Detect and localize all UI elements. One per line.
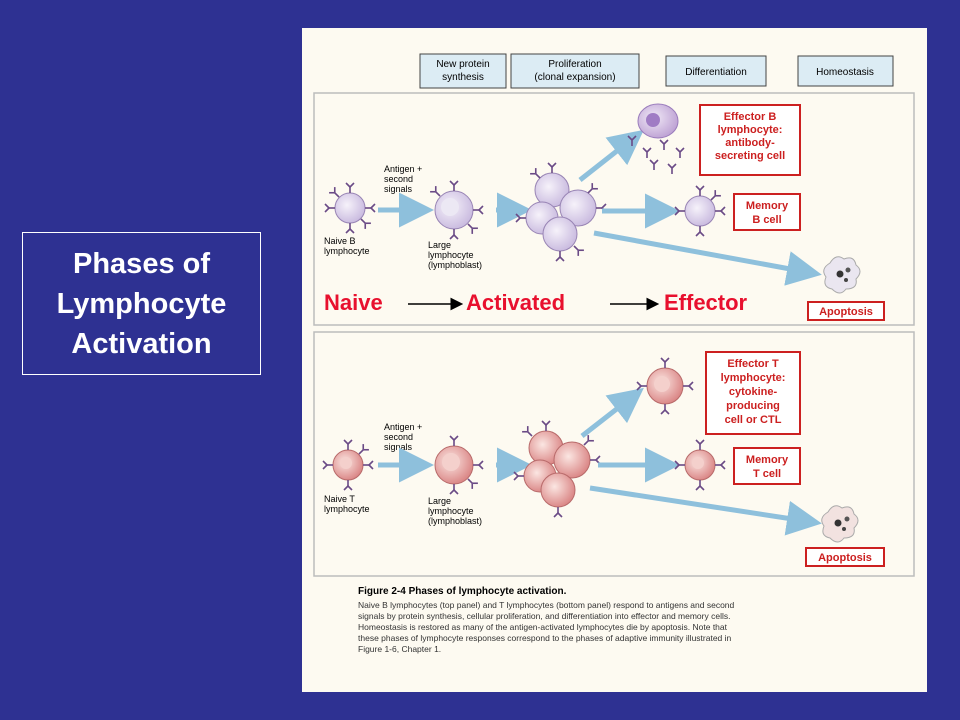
svg-text:Memory: Memory <box>745 200 789 212</box>
phase-proliferation <box>511 54 639 88</box>
label-effector: Effector <box>664 290 748 315</box>
b-large-label: Large <box>428 240 452 250</box>
svg-text:these phases of lymphocyte res: these phases of lymphocyte responses correspond to the phases of adaptive immunity illustrated in <box>358 633 732 643</box>
caption-title: Figure 2-4 Phases of lymphocyte activation. <box>358 586 567 597</box>
svg-text:antibody-: antibody- <box>725 137 775 149</box>
effector-t-box <box>706 352 800 434</box>
t-large-label: Large <box>428 496 452 506</box>
svg-text:Effector T: Effector T <box>727 358 779 370</box>
svg-text:Apoptosis: Apoptosis <box>819 306 873 318</box>
svg-text:signals: signals <box>384 184 413 194</box>
svg-text:Figure 1-6, Chapter 1.: Figure 1-6, Chapter 1. <box>358 644 442 654</box>
memory-t-box <box>734 448 800 484</box>
svg-text:New protein: New protein <box>436 59 490 70</box>
effector-b-cell <box>638 104 678 138</box>
svg-text:(lymphoblast): (lymphoblast) <box>428 516 483 526</box>
svg-text:B cell: B cell <box>752 214 782 226</box>
svg-text:synthesis: synthesis <box>442 72 484 83</box>
b-antigen-label: Antigen + <box>384 164 423 174</box>
svg-text:Apoptosis: Apoptosis <box>818 552 872 564</box>
memory-b-box <box>734 194 800 230</box>
lymphocyte-activation-figure <box>302 28 927 692</box>
title-line-3: Activation <box>71 327 212 360</box>
phase-differentiation <box>666 56 766 86</box>
apoptosis-t-box <box>806 548 884 566</box>
t-antigen-label: Antigen + <box>384 422 423 432</box>
effector-b-box <box>700 105 800 175</box>
phase-homeostasis <box>798 56 893 86</box>
svg-text:T cell: T cell <box>752 468 782 480</box>
svg-text:signals by protein synthesis,: signals by protein synthesis, cellular proliferation, and differentiation into effector and memory cells. <box>358 611 731 621</box>
svg-text:Naive B lymphocytes (top panel: Naive B lymphocytes (top panel) and T lymphocytes (bottom panel) respond to antigens and second <box>358 600 735 610</box>
svg-text:(clonal expansion): (clonal expansion) <box>534 72 616 83</box>
svg-text:second: second <box>384 174 414 184</box>
svg-text:Memory: Memory <box>745 454 789 466</box>
svg-text:lymphocyte: lymphocyte <box>324 246 370 256</box>
naive-t-label: Naive T <box>324 494 355 504</box>
svg-text:lymphocyte: lymphocyte <box>428 506 474 516</box>
title-line-2: Lymphocyte <box>56 287 227 320</box>
phase-protein-synthesis <box>420 54 506 88</box>
svg-text:secreting cell: secreting cell <box>714 150 786 162</box>
svg-text:(lymphoblast): (lymphoblast) <box>428 260 483 270</box>
svg-text:lymphocyte:: lymphocyte: <box>720 372 786 384</box>
svg-text:signals: signals <box>384 442 413 452</box>
svg-text:producing: producing <box>726 400 780 412</box>
apoptosis-b-box <box>808 302 884 320</box>
svg-text:Homeostasis: Homeostasis <box>816 67 874 78</box>
svg-text:second: second <box>384 432 414 442</box>
svg-text:Differentiation: Differentiation <box>685 67 747 78</box>
label-activated: Activated <box>466 290 566 315</box>
svg-text:lymphocyte:: lymphocyte: <box>717 124 783 136</box>
label-naive: Naive <box>324 290 383 315</box>
svg-text:lymphocyte: lymphocyte <box>324 504 370 514</box>
naive-b-label: Naive B <box>324 236 356 246</box>
svg-text:Proliferation: Proliferation <box>548 59 602 70</box>
svg-text:cell or CTL: cell or CTL <box>724 414 782 426</box>
svg-text:Effector B: Effector B <box>723 111 777 123</box>
svg-text:lymphocyte: lymphocyte <box>428 250 474 260</box>
svg-text:Homeostasis is restored as man: Homeostasis is restored as many of the antigen-activated lymphocytes die by apoptosis. Note that <box>358 622 727 632</box>
slide-title-box <box>22 232 261 375</box>
svg-text:cytokine-: cytokine- <box>728 386 778 398</box>
title-line-1: Phases of <box>73 247 210 280</box>
